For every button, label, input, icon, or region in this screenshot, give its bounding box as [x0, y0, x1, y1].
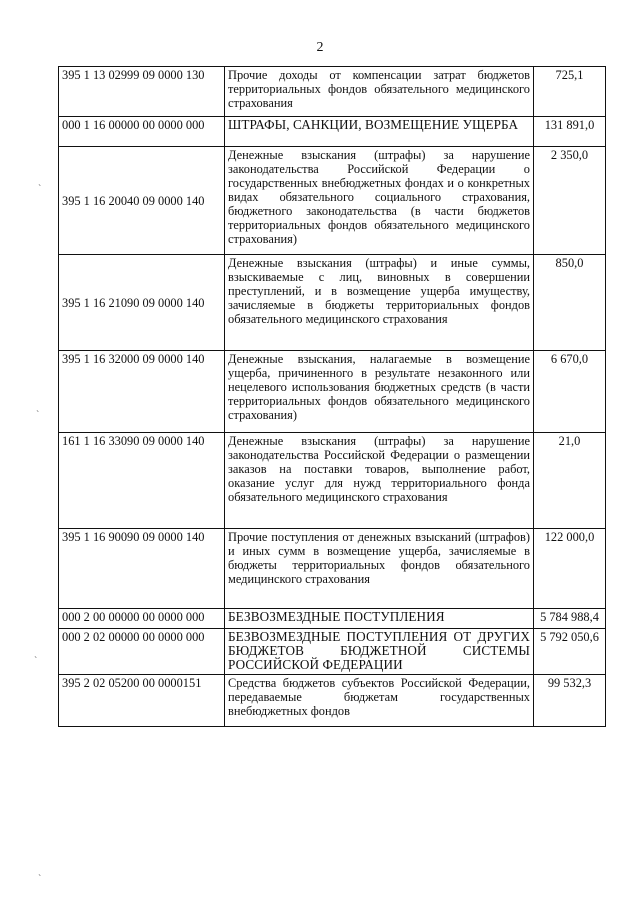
description-cell: Прочие доходы от компенсации затрат бюджетов территориальных фондов обязательного медицинского страхования — [225, 67, 534, 117]
margin-mark: ` — [38, 184, 42, 195]
amount-cell: 122 000,0 — [534, 529, 606, 609]
amount-cell: 5 784 988,4 — [534, 609, 606, 629]
budget-code-cell: 000 2 00 00000 00 0000 000 — [59, 609, 225, 629]
budget-code-cell: 395 1 13 02999 09 0000 130 — [59, 67, 225, 117]
budget-code-cell: 395 1 16 32000 09 0000 140 — [59, 351, 225, 433]
budget-code-cell: 000 2 02 00000 00 0000 000 — [59, 629, 225, 675]
table-row — [59, 609, 606, 629]
margin-mark: ` — [38, 874, 42, 885]
budget-revenue-table — [58, 66, 606, 727]
budget-code-cell: 161 1 16 33090 09 0000 140 — [59, 433, 225, 529]
description-cell: БЕЗВОЗМЕЗДНЫЕ ПОСТУПЛЕНИЯ — [225, 609, 534, 629]
description-cell: Средства бюджетов субъектов Российской Федерации, передаваемые бюджетам государственных внебюджетных фондов — [225, 675, 534, 727]
budget-code-cell: 395 1 16 21090 09 0000 140 — [59, 255, 225, 351]
amount-cell: 131 891,0 — [534, 117, 606, 147]
amount-cell: 21,0 — [534, 433, 606, 529]
table-row — [59, 433, 606, 529]
margin-mark: ` — [34, 656, 38, 667]
table-row — [59, 675, 606, 727]
margin-mark: ` — [36, 410, 40, 421]
table-row — [59, 629, 606, 675]
table-row — [59, 67, 606, 117]
amount-cell: 5 792 050,6 — [534, 629, 606, 675]
table-row — [59, 351, 606, 433]
budget-code-cell: 395 2 02 05200 00 0000151 — [59, 675, 225, 727]
budget-code-cell: 395 1 16 90090 09 0000 140 — [59, 529, 225, 609]
amount-cell: 2 350,0 — [534, 147, 606, 255]
table-row — [59, 255, 606, 351]
page-number: 2 — [316, 40, 324, 55]
description-cell: Денежные взыскания (штрафы) за нарушение законодательства Российской Федерации о размещении заказов на поставки товаров, выполнение работ, оказание услуг для нужд территориального фонда обязательного медицинского страхования — [225, 433, 534, 529]
table-row — [59, 529, 606, 609]
amount-cell: 850,0 — [534, 255, 606, 351]
description-cell: Денежные взыскания (штрафы) и иные суммы, взыскиваемые с лиц, виновных в совершении преступлений, и в возмещение ущерба имуществу, зачисляемые в бюджеты территориальных фондов обязательного медицинского страхования — [225, 255, 534, 351]
amount-cell: 99 532,3 — [534, 675, 606, 727]
amount-cell: 6 670,0 — [534, 351, 606, 433]
amount-cell: 725,1 — [534, 67, 606, 117]
budget-code-cell: 395 1 16 20040 09 0000 140 — [59, 147, 225, 255]
description-cell: Прочие поступления от денежных взысканий (штрафов) и иных сумм в возмещение ущерба, зачисляемые в бюджеты территориальных фондов обязательного медицинского страхования — [225, 529, 534, 609]
description-cell: БЕЗВОЗМЕЗДНЫЕ ПОСТУПЛЕНИЯ ОТ ДРУГИХ БЮДЖЕТОВ БЮДЖЕТНОЙ СИСТЕМЫ РОССИЙСКОЙ ФЕДЕРАЦИИ — [225, 629, 534, 675]
description-cell: Денежные взыскания (штрафы) за нарушение законодательства Российской Федерации о государственных внебюджетных фондах и о конкретных видах обязательного социального страхования, бюджетного законодательства (в части бюджетов территориальных фондов обязательного медицинского страхования) — [225, 147, 534, 255]
description-cell: Денежные взыскания, налагаемые в возмещение ущерба, причиненного в результате незаконного или нецелевого использования бюджетных средств (в части территориальных фондов обязательного медицинского страхования) — [225, 351, 534, 433]
table-row — [59, 147, 606, 255]
description-cell: ШТРАФЫ, САНКЦИИ, ВОЗМЕЩЕНИЕ УЩЕРБА — [225, 117, 534, 147]
table-row — [59, 117, 606, 147]
budget-code-cell: 000 1 16 00000 00 0000 000 — [59, 117, 225, 147]
